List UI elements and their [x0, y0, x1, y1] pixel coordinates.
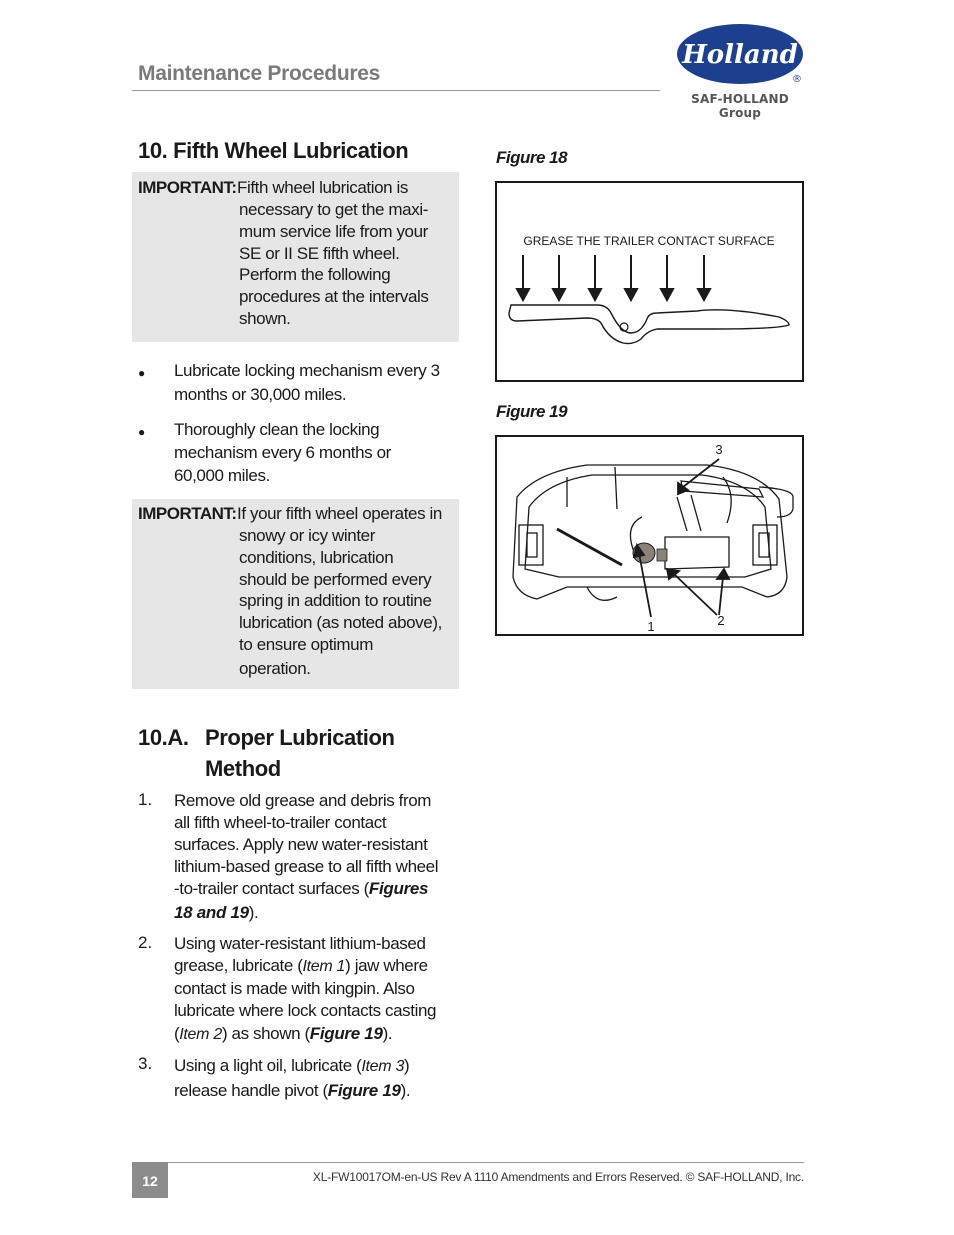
- important-text-line: should be performed every: [239, 569, 432, 589]
- logo-group-text: SAF-HOLLAND Group: [691, 92, 789, 120]
- callout-2: 2: [717, 613, 725, 628]
- bullet-line: Thoroughly clean the locking: [174, 420, 380, 439]
- callout-1: 1: [647, 619, 655, 634]
- figure-19: [495, 435, 804, 636]
- item-reference: Item 3: [361, 1058, 405, 1075]
- step-line: contact is made with kingpin. Also: [174, 979, 415, 998]
- figure-19-caption: Figure 19: [496, 402, 568, 421]
- step-line-text: -to-trailer contact surfaces (: [174, 879, 369, 898]
- figure-18-caption: Figure 18: [496, 148, 568, 167]
- step-line-text: ): [404, 1056, 410, 1075]
- callout-3: 3: [715, 442, 723, 457]
- step-line-text: ).: [382, 1024, 393, 1043]
- important-label: IMPORTANT:: [138, 504, 237, 523]
- step-line-text: ).: [248, 903, 259, 922]
- step-line: all fifth wheel-to-trailer contact: [174, 813, 387, 832]
- bullet-text: [174, 418, 459, 487]
- item-reference: Item 2: [179, 1026, 222, 1043]
- grease-arrows: [517, 255, 710, 300]
- page-number: 12: [132, 1162, 168, 1198]
- bullet-line: Lubricate locking mechanism every 3: [174, 361, 440, 380]
- step-line: [174, 902, 459, 924]
- step-line-text: Using a light oil, lubricate (: [174, 1056, 362, 1075]
- important-text-line: spring in addition to routine: [239, 591, 432, 611]
- figure-18-label: GREASE THE TRAILER CONTACT SURFACE: [523, 234, 775, 248]
- step-line: Remove old grease and debris from: [174, 791, 432, 810]
- important-text-line: If your fifth wheel operates in: [237, 504, 442, 523]
- important-text-line: snowy or icy winter: [239, 526, 375, 545]
- step-line-text: ) jaw where: [345, 956, 428, 975]
- step-number: 3.: [138, 1054, 153, 1073]
- bullet-line: mechanism every 6 months or: [174, 443, 391, 462]
- step-line: [174, 1054, 459, 1079]
- step-number: 2.: [138, 933, 153, 952]
- bullet-icon: ●: [138, 425, 146, 439]
- step-line: [174, 1079, 459, 1103]
- important-label: IMPORTANT:: [138, 178, 237, 197]
- figure-reference: 18 and 19: [174, 903, 249, 922]
- important-text-line: to ensure optimum: [239, 634, 373, 654]
- figure-reference: Figure 19: [327, 1081, 401, 1100]
- item-reference: Item 1: [302, 958, 346, 975]
- figure-19-diagram: [497, 437, 802, 634]
- bullet-icon: ●: [138, 366, 146, 380]
- step-line: [174, 955, 459, 978]
- section-10a-heading: Proper Lubrication Method: [205, 725, 395, 781]
- bullet-text: [174, 359, 459, 407]
- step-line: lubricate where lock contacts casting: [174, 1001, 437, 1020]
- step-line-text: (: [174, 1024, 180, 1043]
- step-line-text: release handle pivot (: [174, 1081, 328, 1100]
- section-header: Maintenance Procedures: [138, 62, 380, 85]
- bullet-line: months or 30,000 miles.: [174, 385, 347, 404]
- important-text-line: procedures at the intervals: [239, 287, 429, 307]
- important-text-line: operation.: [239, 658, 311, 678]
- figure-18-diagram: [497, 183, 802, 380]
- important-text-line: conditions, lubrication: [239, 547, 394, 567]
- important-text-line: shown.: [239, 308, 291, 328]
- step-text: [174, 1054, 459, 1103]
- step-number: 1.: [138, 790, 153, 809]
- important-text-line: mum service life from your: [239, 221, 428, 241]
- important-text: [239, 199, 454, 330]
- bullet-line: 60,000 miles.: [174, 466, 270, 485]
- fifth-wheel-profile: [509, 305, 789, 344]
- important-note-2: [132, 499, 459, 689]
- important-text-line: SE or II SE fifth wheel.: [239, 243, 400, 263]
- figure-reference: Figure 19: [309, 1024, 383, 1043]
- step-line: lithium-based grease to all fifth wheel: [174, 857, 439, 876]
- important-text-line: Perform the following: [239, 265, 391, 285]
- logo-registered: ®: [792, 74, 802, 85]
- important-note-1: [132, 172, 459, 342]
- section-10-title: 10. Fifth Wheel Lubrication: [138, 138, 409, 163]
- important-text-line: Fifth wheel lubrication is: [237, 178, 409, 197]
- step-line: Using water-resistant lithium-based: [174, 934, 426, 953]
- logo-wordmark: Holland: [682, 40, 798, 70]
- figure-18: [495, 181, 804, 382]
- important-text: [239, 525, 454, 680]
- header-divider: [132, 90, 660, 91]
- step-line-text: grease, lubricate (: [174, 956, 303, 975]
- step-line-text: ) as shown (: [221, 1024, 310, 1043]
- figure-reference: Figures: [368, 879, 429, 898]
- step-line: [174, 878, 459, 900]
- step-line-text: ).: [400, 1081, 411, 1100]
- fifth-wheel-top-view: [513, 465, 793, 600]
- footer-divider: [132, 1162, 804, 1163]
- holland-logo-icon: [676, 22, 804, 92]
- step-line: [174, 1023, 459, 1046]
- step-text: [174, 790, 459, 924]
- important-text-line: lubrication (as noted above),: [239, 613, 442, 633]
- footer-text: XL-FW10017OM-en-US Rev A 1110 Amendments and Errors Reserved. © SAF-HOLLAND, Inc.: [312, 1170, 804, 1184]
- step-text: [174, 933, 459, 1046]
- section-10a-number: 10.A.: [138, 725, 189, 750]
- step-line: surfaces. Apply new water-resistant: [174, 835, 428, 854]
- important-text-line: necessary to get the maxi-: [239, 200, 428, 219]
